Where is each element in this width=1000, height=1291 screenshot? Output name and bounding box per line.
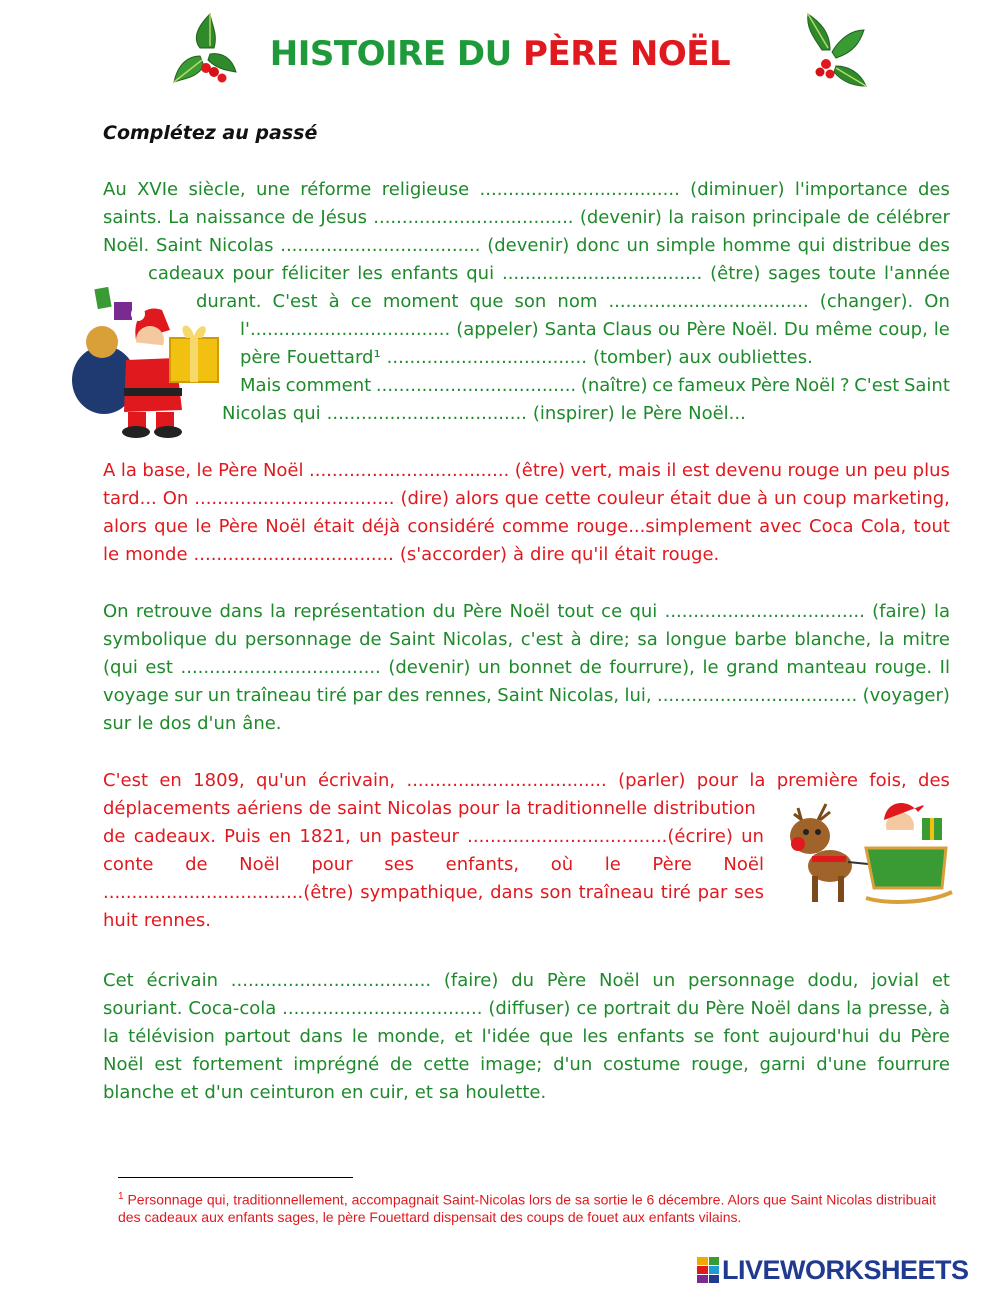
title-part-2: PÈRE NOËL	[523, 34, 731, 74]
text-line: On retrouve dans la représentation du Père Noël tout ce qui ................................... (faire) la	[103, 601, 950, 622]
text-line: durant. C'est à ce moment que son nom ................................... (changer). On	[196, 291, 950, 312]
text-line: Noël. Saint Nicolas ................................... (devenir) donc un simple homme qui distribue des	[103, 235, 950, 256]
logo-icon	[697, 1257, 719, 1283]
text-line: Nicolas qui ................................... (inspirer) le Père Noël...	[222, 403, 746, 424]
footnote-marker: 1	[118, 1191, 124, 1202]
text-line: huit rennes.	[103, 910, 211, 931]
text-line: Au XVIe siècle, une réforme religieuse ................................... (diminuer) l'importance des	[103, 179, 950, 200]
text-line: père Fouettard¹ ................................... (tomber) aux oubliettes.	[240, 347, 813, 368]
text-line: souriant. Coca-cola ................................... (diffuser) ce portrait du Père Noël dans la presse, à	[103, 998, 950, 1019]
text-line: voyage sur un traîneau tiré par des rennes, Saint Nicolas, lui, ................................... (voyager)	[103, 685, 950, 706]
text-line: ...................................(être) sympathique, dans son traîneau tiré par ses	[103, 882, 764, 903]
text-line: conte de Noël pour ses enfants, où le Père Noël	[103, 854, 764, 875]
text-line: (qui est ................................... (devenir) un bonnet de fourrure), le grand manteau rouge. Il	[103, 657, 950, 678]
text-line: tard... On ................................... (dire) alors que cette couleur était due à un coup marketing,	[103, 488, 950, 509]
text-line: l'................................... (appeler) Santa Claus ou Père Noël. Du même coup, le	[240, 319, 950, 340]
text-line: la télévision partout dans le monde, et l'idée que les enfants se font aujourd'hui du Père	[103, 1026, 950, 1047]
footnote	[118, 1188, 958, 1226]
liveworksheets-logo	[697, 1255, 969, 1285]
instructions: Complétez au passé	[103, 122, 318, 144]
text-line: cadeaux pour féliciter les enfants qui ................................... (être) sages toute l'année	[148, 263, 950, 284]
footnote-text: Personnage qui, traditionnellement, accompagnait Saint-Nicolas lors de sa sortie le 6 décembre. Alors que Saint Nicolas distribuait des cadeaux aux enfants sages, le père Fouettard dispensait des coups de fouet aux enfants vilains.	[118, 1191, 936, 1225]
text-line: A la base, le Père Noël ................................... (être) vert, mais il est devenu rouge un peu plus	[103, 460, 950, 481]
text-line: sur le dos d'un âne.	[103, 713, 282, 734]
text-line: le monde ................................... (s'accorder) à dire qu'il était rouge.	[103, 544, 720, 565]
text-line: saints. La naissance de Jésus ................................... (devenir) la raison principale de célébrer	[103, 207, 950, 228]
text-line: de cadeaux. Puis en 1821, un pasteur ...................................(écrire) un	[103, 826, 764, 847]
reindeer-sleigh-icon	[776, 792, 956, 912]
text-line: symbolique du personnage de Saint Nicolas, c'est à dire; sa longue barbe blanche, la mitre	[103, 629, 950, 650]
text-line: blanche et d'un ceinturon en cuir, et sa houlette.	[103, 1082, 547, 1103]
holly-icon-right	[796, 8, 872, 92]
logo-text: LIVEWORKSHEETS	[722, 1254, 969, 1285]
text-line: C'est en 1809, qu'un écrivain, ................................... (parler) pour la première fois, des	[103, 770, 950, 791]
text-line: déplacements aériens de saint Nicolas pour la traditionnelle distribution	[103, 798, 756, 819]
footnote-divider	[118, 1177, 353, 1178]
holly-icon-left	[170, 8, 242, 88]
text-line: Cet écrivain ................................... (faire) du Père Noël un personnage dodu, jovial et	[103, 970, 950, 991]
title-part-1: HISTOIRE DU	[269, 34, 524, 74]
text-line: alors que le Père Noël était déjà considéré comme rouge...simplement avec Coca Cola, tout	[103, 516, 950, 537]
text-line: Noël est fortement imprégné de cette image; d'un costume rouge, garni d'une fourrure	[103, 1054, 950, 1075]
text-line: Mais comment ................................... (naître) ce fameux Père Noël ? C'est Saint	[240, 375, 950, 396]
